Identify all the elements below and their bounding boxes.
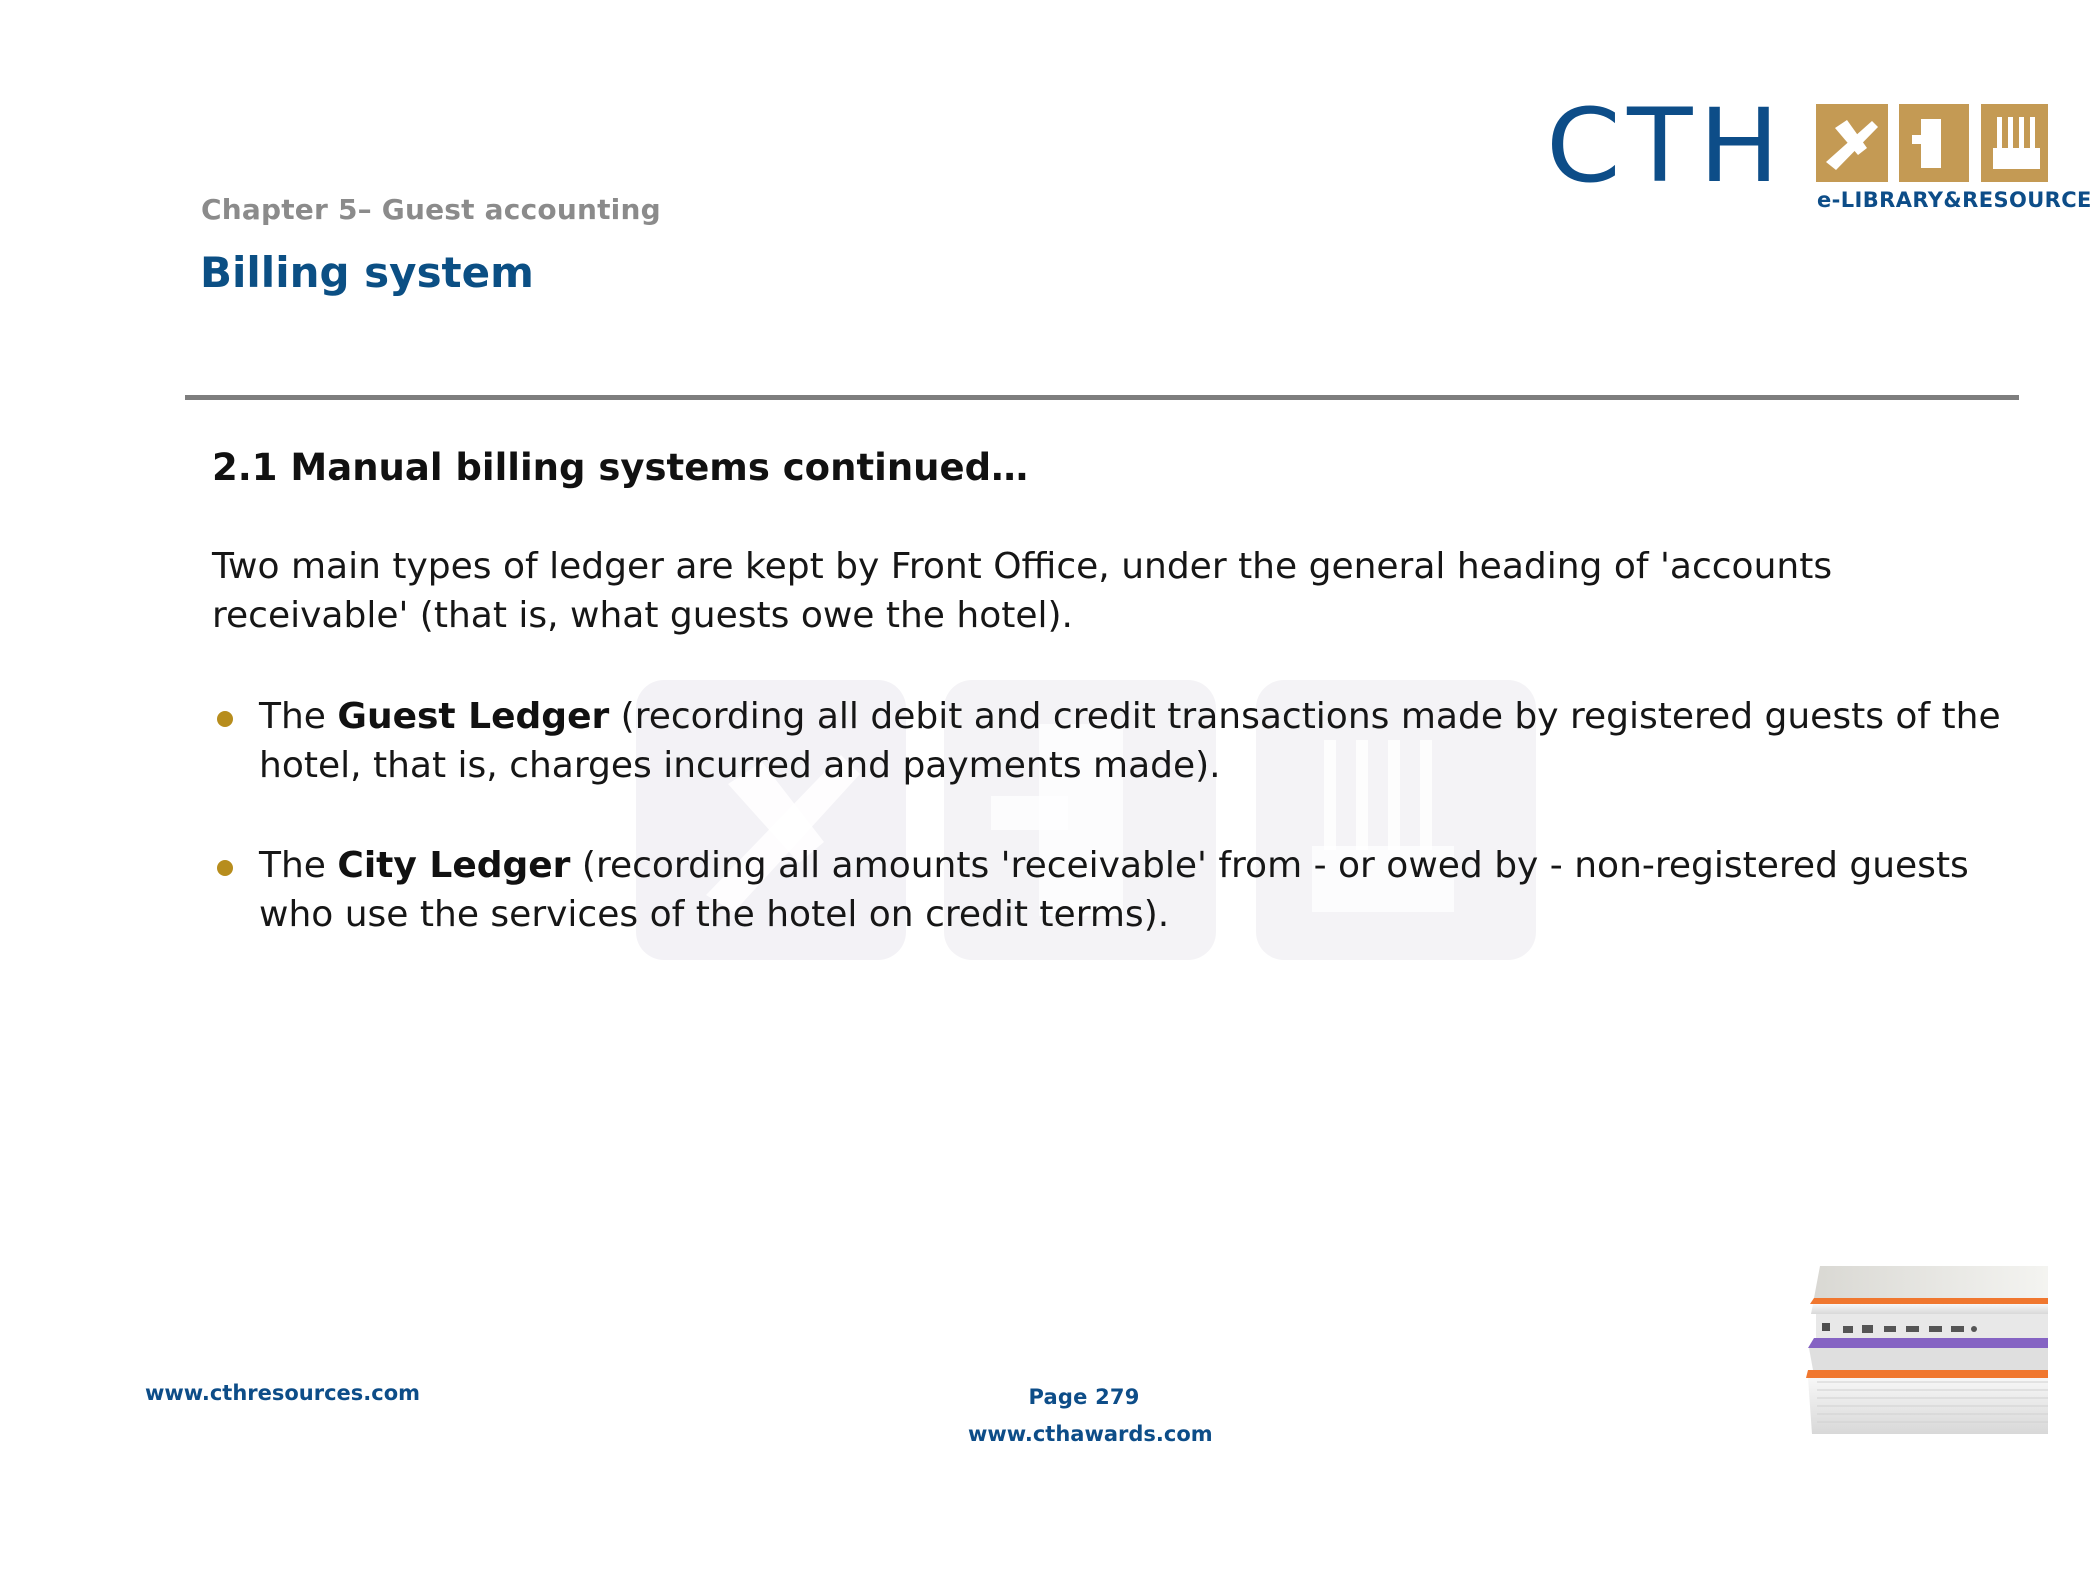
chapter-title: Chapter 5– Guest accounting [201,193,661,226]
bullet-dot-icon [217,860,233,876]
cth-logo-text: CTH [1546,87,1786,206]
header-divider [185,395,2019,400]
bullet-description: (recording all debit and credit transactions made by registered guests of the hotel, that is, charges incurred and payments made). [259,696,2001,786]
ledger-list [212,692,2012,990]
logo-tagline: e-LIBRARY&RESOURCE [1817,188,2092,212]
footer-resources-link[interactable]: www.cthresources.com [145,1381,421,1405]
page-number [968,1383,1200,1411]
footer-awards-link[interactable]: www.cthawards.com [968,1422,1213,1446]
city-ledger-term: City Ledger [337,845,571,886]
guest-ledger-term: Guest Ledger [337,696,610,737]
footer-center [968,1383,1213,1448]
intro-paragraph: Two main types of ledger are kept by Front Office, under the general heading of 'accounts receivable' (that is, what guests owe the hotel). [212,546,1833,636]
page-number-value: 279 [1095,1385,1140,1409]
bullet-prefix: The [259,845,338,886]
list-item [212,841,2012,939]
section-heading: 2.1 Manual billing systems continued… [212,446,1029,489]
bullet-dot-icon [217,711,233,727]
book-stack-image-icon [1800,1258,2048,1436]
page-label: Page [1028,1385,1088,1409]
cth-logo [1546,87,2092,226]
bullet-prefix: The [259,696,338,737]
list-item [212,692,2012,790]
bullet-description: (recording all amounts 'receivable' from - or owed by - non-registered guests who use the services of the hotel on credit terms). [259,845,1969,935]
logo-tiles-icon [1816,104,2048,182]
page-title: Billing system [200,248,534,297]
